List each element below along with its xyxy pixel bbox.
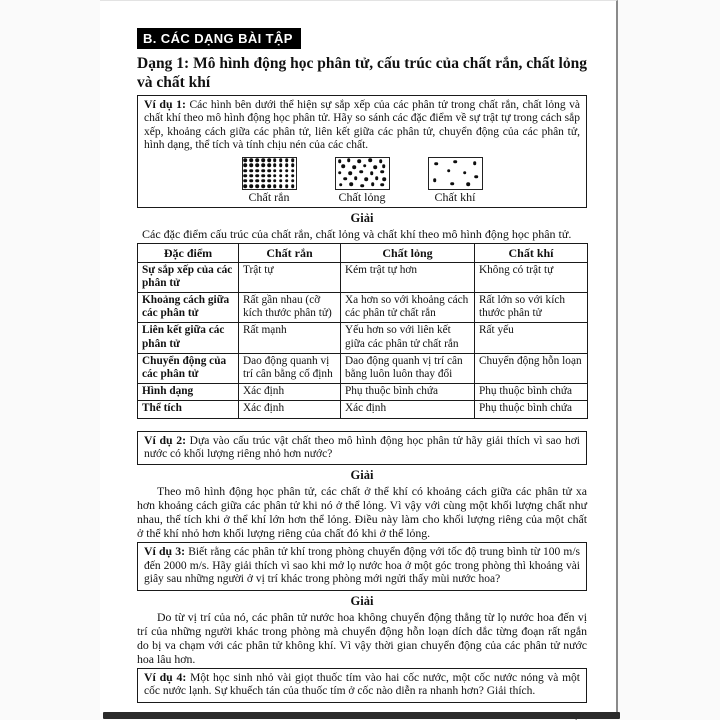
molecule-dot — [261, 164, 265, 168]
table-cell: Chuyển động hỗn loạn — [475, 353, 588, 383]
molecule-dot — [474, 175, 478, 179]
molecule-dot — [267, 184, 271, 188]
molecule-dot — [255, 184, 259, 188]
molecule-dot — [285, 169, 289, 173]
table-cell: Phụ thuộc bình chứa — [341, 384, 475, 401]
molecule-dot — [279, 164, 283, 168]
molecule-dot — [380, 170, 384, 174]
molecule-dot — [261, 184, 265, 188]
molecule-dot — [244, 169, 248, 173]
table-intro: Các đặc điểm cấu trúc của chất rắn, chất lỏng và chất khí theo mô hình động học phân tử. — [142, 226, 572, 241]
molecule-dot — [291, 169, 295, 173]
molecule-dot — [250, 158, 254, 162]
molecule-dot — [373, 165, 377, 169]
molecule-dot — [244, 179, 248, 183]
molecule-dot — [291, 164, 295, 168]
molecule-dot — [368, 158, 372, 162]
table-cell: Phụ thuộc bình chứa — [475, 384, 588, 401]
example3-body: Biết rằng các phân tử khí trong phòng chuyển động với tốc độ trung bình từ 100 m/s đến 2000 m/s. Hãy giải thích vì sao khi mở lọ nước hoa ở một góc trong phòng thì khoảng vài giây sau những người ở vị trí khác trong phòng mới ngửi thấy mùi nước hoa? — [144, 546, 580, 586]
molecule-dot — [255, 179, 259, 183]
table-cell: Rất mạnh — [239, 323, 341, 353]
molecule-dot — [250, 184, 254, 188]
molecule-dot — [273, 174, 277, 178]
molecule-dot — [244, 184, 248, 188]
diagram-label: Chất lỏng — [338, 189, 386, 204]
diagram-scatter — [335, 157, 390, 204]
table-row-header: Sự sắp xếp của các phân tử — [138, 262, 239, 292]
table-cell: Kém trật tự hơn — [341, 262, 475, 292]
example3-label: Ví dụ 3: — [144, 544, 186, 559]
molecule-dot — [363, 164, 367, 168]
table-row-header: Chuyển động của các phân tử — [138, 353, 239, 383]
molecule-box — [242, 157, 297, 190]
molecule-dot — [261, 169, 265, 173]
molecule-dot — [360, 184, 364, 188]
table-cell: Rất yếu — [475, 323, 588, 353]
table-row — [138, 293, 588, 323]
molecule-dot — [250, 179, 254, 183]
molecule-dot — [291, 174, 295, 178]
section-header-badge: B. CÁC DẠNG BÀI TẬP — [137, 28, 301, 49]
molecule-dot — [473, 161, 477, 165]
molecule-dot — [267, 164, 271, 168]
molecule-dot — [463, 171, 467, 175]
molecule-dot — [451, 182, 455, 186]
diagram-grid — [242, 157, 297, 204]
molecule-dot — [255, 169, 259, 173]
book-bottom-edge — [103, 712, 620, 719]
molecule-dot — [433, 178, 437, 182]
molecule-state-diagrams — [144, 157, 580, 204]
molecule-dot — [347, 159, 351, 163]
table-row — [138, 323, 588, 353]
molecule-dot — [267, 179, 271, 183]
molecule-dot — [279, 169, 283, 173]
molecule-dot — [371, 182, 375, 186]
molecule-dot — [267, 169, 271, 173]
molecule-dot — [273, 169, 277, 173]
table-cell: Rất gần nhau (cỡ kích thước phân tử) — [239, 293, 341, 323]
table-row-header: Thể tích — [138, 401, 239, 418]
molecule-dot — [370, 171, 374, 175]
molecule-dot — [338, 160, 342, 164]
molecule-dot — [338, 171, 342, 175]
diagram-label: Chất rắn — [248, 189, 290, 204]
table-row — [138, 401, 588, 418]
dang1-heading: Dạng 1: Mô hình động học phân tử, cấu trúc của chất rắn, chất lỏng và chất khí — [137, 55, 587, 91]
table-cell: Trật tự — [239, 262, 341, 292]
molecule-dot — [250, 169, 254, 173]
molecule-dot — [261, 179, 265, 183]
example1-box — [137, 95, 587, 208]
molecule-dot — [364, 178, 368, 182]
molecule-dot — [285, 158, 289, 162]
molecule-dot — [339, 183, 343, 187]
molecule-dot — [279, 158, 283, 162]
molecule-dot — [359, 170, 363, 174]
molecule-dot — [342, 165, 346, 169]
example1-text — [144, 98, 580, 153]
molecule-dot — [244, 158, 248, 162]
solution-heading-1: Giải — [350, 210, 374, 225]
example3-solution: Do từ vị trí của nó, các phân tử nước hoa không chuyển động thẳng từ lọ nước hoa đến vị trí của những người khác trong phòng mà chuyển động hỗn loạn dích dắc từng đoạn rất ngắn do bị va chạm với các phân tử không khí. Vì vậy thời gian chuyển động của các phân tử nước hoa lâu hơn. — [137, 609, 587, 666]
molecule-dot — [447, 169, 451, 173]
diagram-scatter — [428, 157, 483, 204]
example4-body: Một học sinh nhỏ vài giọt thuốc tím vào hai cốc nước, một cốc nước nóng và một cốc nước lạnh. Sự khuếch tán của thuốc tím ở cốc nào diễn ra nhanh hơn? Giải thích. — [144, 671, 581, 698]
table-header-cell: Chất rắn — [239, 243, 341, 262]
table-cell: Xác định — [341, 401, 475, 418]
example2-text — [144, 434, 580, 462]
molecule-dot — [350, 182, 354, 186]
example1-body: Các hình bên dưới thể hiện sự sắp xếp của các phân tử trong chất rắn, chất lỏng và chất khí theo mô hình động học phân tử. Hãy so sánh các đặc điểm về sự trật tự trong cách sắp xếp, khoảng cách giữa các phân tử, liên kết giữa các phân tử, chuyển động của các phân tử, hình dạng, thể tích và tính chịu nén của các chất. — [144, 99, 581, 152]
molecule-dot — [261, 158, 265, 162]
table-cell: Dao động quanh vị trí cân bằng cố định — [239, 353, 341, 383]
molecule-dot — [261, 174, 265, 178]
molecule-dot — [291, 158, 295, 162]
molecule-dot — [291, 179, 295, 183]
molecule-box — [428, 157, 483, 190]
table-row-header: Liên kết giữa các phân tử — [138, 323, 239, 353]
table-cell: Yếu hơn so với liên kết giữa các phân tử chất rắn — [341, 323, 475, 353]
molecule-dot — [291, 184, 295, 188]
table-row — [138, 384, 588, 401]
example2-label: Ví dụ 2: — [144, 432, 187, 447]
molecule-dot — [343, 177, 347, 181]
molecule-dot — [382, 164, 386, 168]
book-page — [100, 0, 618, 713]
molecule-dot — [358, 159, 362, 163]
example2-solution: Theo mô hình động học phân tử, các chất ở thể khí có khoảng cách giữa các phân tử xa hơn khoảng cách giữa các phân tử khi nó ở thể lỏng. Vì vậy với cùng một khối lượng chất như nhau, thể tích khi ở thể khí lớn hơn thể lỏng. Điều này làm cho khối lượng riêng của một chất ở thể khí nhỏ hơn khối lượng riêng của chất đó khi ở thể lỏng. — [137, 484, 587, 541]
table-cell: Phụ thuộc bình chứa — [475, 401, 588, 418]
molecule-dot — [279, 174, 283, 178]
table-cell: Không có trật tự — [475, 262, 588, 292]
example2-body: Dựa vào cấu trúc vật chất theo mô hình động học phân tử hãy giải thích vì sao hơi nước có khối lượng riêng nhỏ hơn nước? — [144, 434, 580, 461]
table-header-cell: Đặc điểm — [138, 243, 239, 262]
molecule-dot — [285, 184, 289, 188]
molecule-dot — [453, 160, 457, 164]
solution-heading-3: Giải — [350, 593, 374, 608]
solution-heading-2: Giải — [350, 468, 374, 483]
molecule-dot — [434, 162, 438, 166]
molecule-box — [335, 157, 390, 190]
molecule-dot — [380, 183, 384, 187]
example1-label: Ví dụ 1: — [144, 97, 186, 111]
table-cell: Dao động quanh vị trí cân bằng luôn luôn thay đổi — [341, 353, 475, 383]
states-comparison-table — [137, 243, 588, 419]
molecule-dot — [352, 165, 356, 169]
molecule-dot — [375, 176, 379, 180]
molecule-dot — [273, 184, 277, 188]
table-cell: Xác định — [239, 384, 341, 401]
table-header-cell: Chất lỏng — [341, 243, 475, 262]
molecule-dot — [250, 164, 254, 168]
molecule-dot — [285, 174, 289, 178]
molecule-dot — [354, 176, 358, 180]
table-cell: Rất lớn so với kích thước phân tử — [475, 293, 588, 323]
table-cell: Xác định — [239, 401, 341, 418]
molecule-dot — [273, 179, 277, 183]
molecule-dot — [267, 174, 271, 178]
page-content — [137, 1, 587, 720]
example4-box — [137, 668, 587, 703]
molecule-dot — [244, 164, 248, 168]
molecule-dot — [273, 158, 277, 162]
molecule-dot — [279, 184, 283, 188]
molecule-dot — [379, 160, 383, 164]
molecule-dot — [285, 179, 289, 183]
molecule-dot — [466, 182, 470, 186]
molecule-dot — [279, 179, 283, 183]
example3-box — [137, 542, 587, 590]
example4-text — [144, 671, 580, 699]
diagram-label: Chất khí — [434, 189, 476, 204]
molecule-dot — [244, 174, 248, 178]
table-row-header: Hình dạng — [138, 384, 239, 401]
table-header-cell: Chất khí — [475, 243, 588, 262]
table-row — [138, 353, 588, 383]
table-row-header: Khoảng cách giữa các phân tử — [138, 293, 239, 323]
molecule-dot — [255, 164, 259, 168]
table-cell: Xa hơn so với khoảng cách các phân tử chất rắn — [341, 293, 475, 323]
table-row — [138, 262, 588, 292]
example4-label: Ví dụ 4: — [144, 669, 187, 684]
molecule-dot — [255, 158, 259, 162]
molecule-dot — [273, 164, 277, 168]
molecule-dot — [382, 178, 386, 182]
molecule-dot — [285, 164, 289, 168]
molecule-dot — [349, 171, 353, 175]
example3-text — [144, 545, 580, 586]
example2-box — [137, 431, 587, 466]
molecule-dot — [250, 174, 254, 178]
molecule-dot — [255, 174, 259, 178]
molecule-dot — [267, 158, 271, 162]
